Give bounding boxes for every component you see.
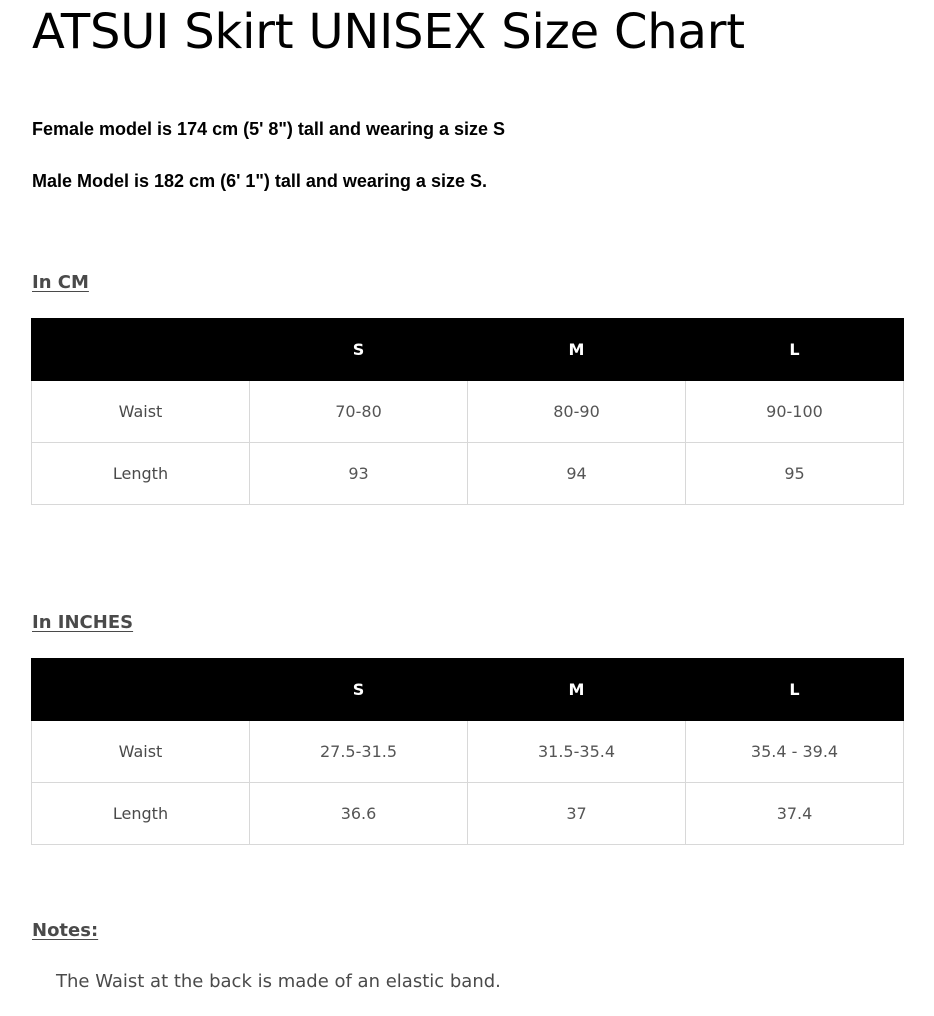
male-model-info: Male Model is 182 cm (6' 1") tall and wearing a size S. [32, 171, 487, 191]
table-cell: 93 [250, 443, 468, 505]
table-cell: 27.5-31.5 [250, 721, 468, 783]
female-model-info: Female model is 174 cm (5' 8") tall and wearing a size S [32, 119, 506, 139]
page-title: ATSUI Skirt UNISEX Size Chart [32, 4, 745, 60]
table-cell: 37.4 [686, 783, 904, 845]
row-label-waist: Waist [32, 721, 250, 783]
table-cell: 36.6 [250, 783, 468, 845]
header-cell-size-l: L [686, 659, 904, 721]
table-cell: 80-90 [468, 381, 686, 443]
table-cell: 94 [468, 443, 686, 505]
row-label-length: Length [32, 783, 250, 845]
header-cell-size-s: S [250, 659, 468, 721]
table-row [32, 721, 904, 783]
note-item: The Waist at the back is made of an elastic band. [56, 971, 501, 992]
table-cell: 37 [468, 783, 686, 845]
table-row [32, 381, 904, 443]
table-row [32, 783, 904, 845]
table-cell: 35.4 - 39.4 [686, 721, 904, 783]
table-cell: 70-80 [250, 381, 468, 443]
cm-size-table [31, 318, 904, 505]
header-cell-empty [32, 659, 250, 721]
table-cell: 90-100 [686, 381, 904, 443]
row-label-waist: Waist [32, 381, 250, 443]
table-row [32, 443, 904, 505]
notes-heading: Notes: [32, 920, 99, 941]
header-cell-empty [32, 319, 250, 381]
header-cell-size-l: L [686, 319, 904, 381]
table-cell: 95 [686, 443, 904, 505]
header-cell-size-m: M [468, 319, 686, 381]
table-header-row [32, 319, 904, 381]
table-cell: 31.5-35.4 [468, 721, 686, 783]
cm-section-heading: In CM [32, 272, 89, 293]
inches-size-table [31, 658, 904, 845]
table-header-row [32, 659, 904, 721]
header-cell-size-s: S [250, 319, 468, 381]
row-label-length: Length [32, 443, 250, 505]
header-cell-size-m: M [468, 659, 686, 721]
inches-section-heading: In INCHES [32, 612, 134, 633]
